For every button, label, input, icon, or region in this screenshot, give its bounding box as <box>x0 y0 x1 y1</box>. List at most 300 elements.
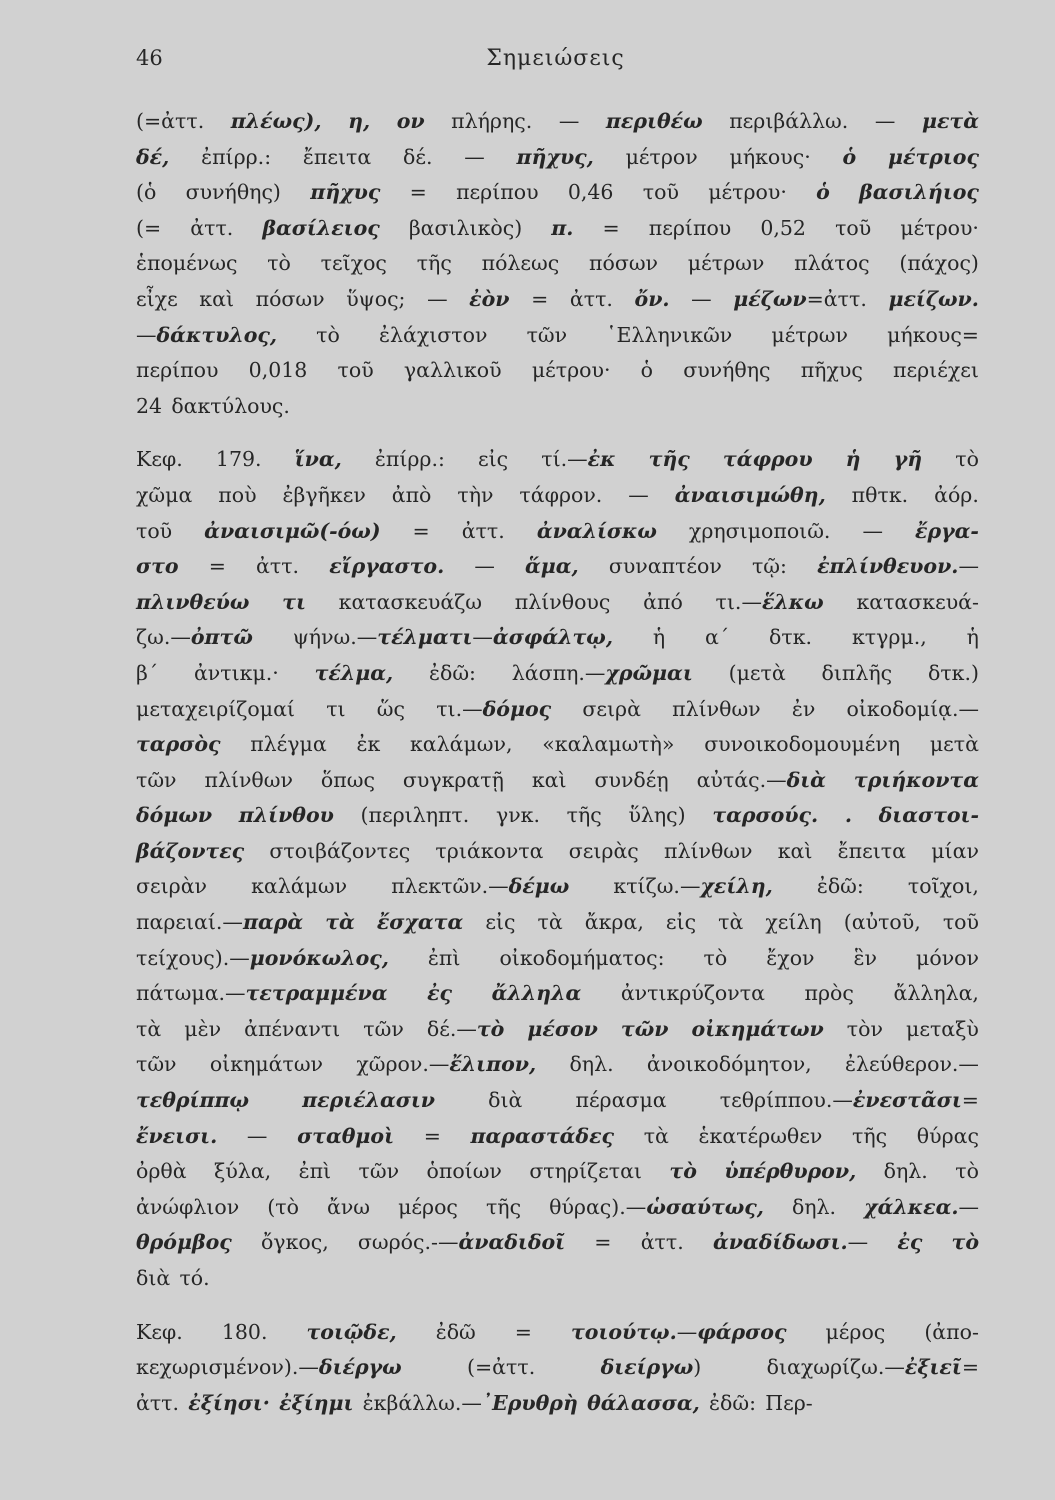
word: πέρασμα <box>575 1088 667 1113</box>
word: Περ- <box>765 1390 813 1415</box>
word: οἰκοδομήματος: <box>499 945 665 970</box>
word: βάζοντες <box>136 838 245 863</box>
word: τῆς <box>485 1194 522 1219</box>
word: ὅπως <box>320 767 375 792</box>
word: ἀναλίσκω <box>536 518 657 543</box>
word: πλίνθων <box>672 696 761 721</box>
text-line <box>136 246 979 282</box>
word: χῶμα <box>136 482 193 507</box>
word: (πάχος) <box>899 251 979 276</box>
word: ἡ <box>845 447 861 472</box>
running-title: Σημειώσεις <box>486 46 625 71</box>
word: μίαν <box>931 838 979 863</box>
word: ἀνοικοδόμητον, <box>646 1052 812 1077</box>
word: ὁ <box>842 144 857 169</box>
word: τῆς <box>416 251 452 276</box>
word: οἰκοδομίᾳ.— <box>846 696 979 721</box>
word: πόσων <box>255 286 325 311</box>
text-line <box>136 798 979 834</box>
word: ἵνα, <box>294 447 342 472</box>
word: ἄνω <box>327 1194 371 1219</box>
word: — <box>474 554 495 579</box>
word: ἔπειτα <box>302 144 372 169</box>
word: τῆς <box>852 1123 888 1148</box>
word: 0,018 <box>248 358 308 383</box>
word: σειρὰ <box>582 696 641 721</box>
word: τῆς <box>566 803 602 828</box>
word: τι.—ἕλκω <box>715 589 824 614</box>
word: τὸν <box>846 1016 883 1041</box>
word: βασιλήιος <box>859 180 979 205</box>
word: τῶν <box>363 1016 404 1041</box>
text-line <box>136 1012 979 1048</box>
word: = <box>594 1230 612 1255</box>
word: τὸ <box>955 447 979 472</box>
word: τάφρου <box>722 447 813 472</box>
word: περιθέω <box>605 109 703 133</box>
word: συνοικοδομουμένη <box>704 732 901 757</box>
word: πλίνθου <box>238 803 334 828</box>
word: πλίνθους <box>514 589 611 614</box>
word: 0,52 <box>760 215 806 240</box>
paragraph-gap <box>136 424 979 442</box>
word: μόνον <box>916 945 979 970</box>
text-line <box>136 514 979 550</box>
word: β΄ <box>136 660 159 685</box>
text-line <box>136 104 979 140</box>
word: ὕλης) <box>628 803 686 828</box>
text-line <box>136 318 979 354</box>
page-number: 46 <box>136 46 163 70</box>
word: γνκ. <box>495 803 541 828</box>
text-line <box>136 585 979 621</box>
word: ἀττ. <box>190 215 234 240</box>
word: = <box>423 1123 441 1148</box>
word: ὁποίων <box>426 1159 502 1184</box>
word: ἐλεύθερον.— <box>845 1052 979 1077</box>
word: συγκρατῇ <box>402 767 504 792</box>
word: τοῦ <box>136 518 173 543</box>
word: πῆχυς <box>800 358 863 383</box>
word: συνήθης) <box>185 180 281 205</box>
word: π. <box>551 215 574 240</box>
word: δηλ. <box>791 1194 837 1219</box>
word: (= <box>136 215 162 240</box>
word: τεθρίππῳ <box>136 1088 250 1113</box>
word: κατασκευάζω <box>338 589 483 614</box>
word: κτίζω.—χείλη, <box>613 874 773 899</box>
word: περίπου <box>136 358 219 383</box>
word: κατασκευά- <box>856 589 979 614</box>
text-line <box>136 941 979 977</box>
word: (=ἀττ. <box>136 109 205 133</box>
word: πλήρης. <box>451 109 533 133</box>
word: πλέγμα <box>250 732 327 757</box>
word: μήκους· <box>729 144 811 169</box>
word: ῾Ελληνικῶν <box>606 322 733 347</box>
word: α΄ <box>705 625 730 650</box>
word: ἐδῶ: <box>709 1390 757 1415</box>
word: ἐς <box>897 1230 923 1255</box>
word: συνήθης <box>683 358 771 383</box>
word: διπλῆς <box>821 660 893 685</box>
word: τὸ <box>703 945 728 970</box>
text-line <box>136 140 979 176</box>
text-line <box>136 834 979 870</box>
word: τό. <box>179 1266 210 1290</box>
word: εἰς <box>478 447 509 472</box>
text-line <box>136 175 979 211</box>
word: τὰ <box>136 1016 162 1041</box>
word: εἶχε <box>136 286 178 311</box>
note-paragraph <box>136 442 979 1296</box>
word: = <box>412 518 430 543</box>
word: μείζων. <box>888 286 979 311</box>
word: τί.—ἐκ <box>541 447 616 472</box>
word: ἐπλίνθευον.— <box>817 554 979 579</box>
word: ἐπίρρ.: <box>374 447 445 472</box>
word: = <box>208 554 226 579</box>
word: τὰ <box>537 910 563 935</box>
word: ἀττ. <box>136 1390 180 1415</box>
word: — <box>558 109 580 133</box>
word: τοῦ <box>942 910 979 935</box>
word: ἐκ <box>356 732 381 757</box>
word: τι <box>282 589 306 614</box>
word: ἔσχατα <box>376 910 464 935</box>
word: πλέως), <box>230 109 322 133</box>
paragraph-gap <box>136 1297 979 1315</box>
word: η, <box>348 109 371 133</box>
text-line <box>136 1261 979 1297</box>
word: δέ, <box>136 144 170 169</box>
text-line <box>136 1386 979 1422</box>
word: μετὰ <box>929 732 979 757</box>
word: τοῖχοι, <box>907 874 979 899</box>
word: ἀττ. <box>569 286 613 311</box>
word: ἡ <box>652 625 666 650</box>
word: πλίνθων <box>204 767 293 792</box>
word: τεῖχος <box>320 251 387 276</box>
word: τοιούτῳ.—φάρσος <box>570 1319 787 1344</box>
word: — <box>874 109 896 133</box>
word: τριάκοντα <box>435 838 544 863</box>
word: πλάτος <box>794 251 870 276</box>
word: τὴν <box>457 482 494 507</box>
word: καὶ <box>531 767 567 792</box>
word: τεθρίππου.—ἐνεστᾶσι= <box>719 1088 979 1113</box>
word: ἐξίησι· <box>188 1390 270 1415</box>
word: ἄκρα, <box>584 910 644 935</box>
word: (αὐτοῦ, <box>843 910 921 935</box>
text-line <box>136 656 979 692</box>
text-line <box>136 1350 979 1386</box>
word: διείργω) <box>600 1355 702 1380</box>
word: ζω.—ὀπτῶ <box>136 625 253 650</box>
word: τῶν <box>620 1016 669 1041</box>
word: = <box>602 215 620 240</box>
note-paragraph <box>136 104 979 424</box>
word: — <box>628 482 649 507</box>
word: στο <box>136 554 179 579</box>
word: βασιλικὸς) <box>408 215 523 240</box>
word: 0,46 <box>567 180 614 205</box>
word: τῶν <box>136 1052 177 1077</box>
word: μεταξὺ <box>906 1016 979 1041</box>
text-line <box>136 905 979 941</box>
word: ἀττ. <box>461 518 505 543</box>
word: δτκ.) <box>927 660 979 685</box>
text-line <box>136 1119 979 1155</box>
word: χρησιμοποιῶ. <box>688 518 831 543</box>
word: περιέλασιν <box>302 1088 436 1113</box>
word: εἰς <box>665 910 697 935</box>
word: τέλμα, <box>314 660 394 685</box>
word: Κεφ. <box>136 1319 183 1344</box>
word: παρειαί.—παρὰ <box>136 910 304 935</box>
word: = <box>514 1319 532 1344</box>
word: περίπου <box>648 215 732 240</box>
word: τὰ <box>643 1123 669 1148</box>
word: χείλη <box>765 910 822 935</box>
word: θάλασσα, <box>587 1390 700 1415</box>
word: ἑκατέρωθεν <box>698 1123 823 1148</box>
word: πόλεως <box>481 251 560 276</box>
text-line <box>136 282 979 318</box>
word: ἀττ. <box>256 554 300 579</box>
word: ἀπὸ <box>391 482 432 507</box>
word: στηρίζεται <box>529 1159 642 1184</box>
text-line <box>136 727 979 763</box>
word: — <box>246 1123 268 1148</box>
notes-body <box>136 104 979 1421</box>
word: ον <box>396 109 425 133</box>
text-line <box>136 1047 979 1083</box>
word: γῆ <box>893 447 923 472</box>
word: ἀπέναντι <box>244 1016 341 1041</box>
word: 180. <box>221 1319 268 1344</box>
word: σωρός.-—ἀναδιδοῖ <box>357 1230 566 1255</box>
word: ἔπειτα <box>837 838 906 863</box>
word: (=ἀττ. <box>467 1355 536 1380</box>
word: εἰς <box>485 910 516 935</box>
text-line <box>136 442 979 478</box>
word: μέζων=ἀττ. <box>733 286 867 311</box>
word: μέτρου· <box>531 358 611 383</box>
word: ἐκβάλλω.—᾿Ερυθρὴ <box>362 1390 578 1415</box>
word: ὥς <box>376 696 405 721</box>
word: — <box>464 144 485 169</box>
word: τοιῷδε, <box>306 1319 397 1344</box>
word: ἔργα- <box>914 518 979 543</box>
word: τῶν <box>358 1159 400 1184</box>
word: ἐν <box>791 696 816 721</box>
word: ἀνώφλιον <box>136 1194 240 1219</box>
word: ἐὸν <box>469 286 510 311</box>
word: ταρσούς. <box>712 803 819 828</box>
word: ἐδῶ: <box>429 660 476 685</box>
word: μέσον <box>527 1016 598 1041</box>
word: μὲν <box>184 1016 222 1041</box>
text-line <box>136 869 979 905</box>
word: οἰκημάτων <box>691 1016 824 1041</box>
word: πλεκτῶν.—δέμω <box>391 874 570 899</box>
word: ἑπομένως <box>136 251 238 276</box>
word: ὄγκος, <box>260 1230 329 1255</box>
word: σταθμοὶ <box>297 1123 395 1148</box>
word: τι <box>326 696 346 721</box>
word: βασίλειος <box>262 215 380 240</box>
word: = <box>409 180 427 205</box>
word: δηλ. <box>883 1159 928 1184</box>
word: τὸ <box>955 1159 979 1184</box>
word: οἰκημάτων <box>209 1052 324 1077</box>
word: τοῦ <box>835 215 872 240</box>
word: ἀναδίδωσι.— <box>712 1230 869 1255</box>
word: τῶν <box>136 767 177 792</box>
word: 179. <box>215 447 262 472</box>
word: περίπου <box>456 180 539 205</box>
word: σειρὰς <box>568 838 639 863</box>
word: τὰ <box>718 910 744 935</box>
word: ἐς <box>427 981 453 1006</box>
text-line <box>136 389 979 425</box>
word: δέ.—τὸ <box>426 1016 505 1041</box>
word: τοῦ <box>337 358 374 383</box>
word: ἅμα, <box>525 554 579 579</box>
word: (περιληπτ. <box>360 803 470 828</box>
word: δέ. <box>403 144 433 169</box>
word: ἄλληλα, <box>893 981 979 1006</box>
word: δηλ. <box>569 1052 614 1077</box>
word: μέτριος <box>887 144 979 169</box>
word: (ἀπο- <box>924 1319 979 1344</box>
word: διαστοι- <box>878 803 979 828</box>
word: παραστάδες <box>470 1123 615 1148</box>
word: —δάκτυλος, <box>136 322 277 347</box>
word: χάλκεα.— <box>864 1194 979 1219</box>
word: δτκ. <box>769 625 813 650</box>
word: μέτρον <box>625 144 698 169</box>
word: εἴργαστο. <box>329 554 445 579</box>
word: τὸ <box>669 1159 697 1184</box>
word: καὶ <box>199 286 234 311</box>
word: ἀντικμ.· <box>193 660 279 685</box>
word: τῷ: <box>751 554 787 579</box>
word: χῶρον.—ἔλιπον, <box>356 1052 537 1077</box>
word: ὕψος; <box>346 286 406 311</box>
word: μέτρων <box>771 322 848 347</box>
word: ἀττ. <box>640 1230 684 1255</box>
word: διαχωρίζω.—ἐξιεῖ= <box>766 1355 979 1380</box>
word: τῶν <box>526 322 568 347</box>
text-line <box>136 478 979 514</box>
word: θύρας).—ὡσαύτως, <box>549 1194 764 1219</box>
word: ἐπίρρ.: <box>201 144 272 169</box>
word: περιβάλλω. <box>729 109 849 133</box>
word: πῆχυς, <box>516 144 594 169</box>
word: σειρὰν <box>136 874 208 899</box>
page-header <box>136 46 975 78</box>
word: μέρος <box>398 1194 458 1219</box>
word: μεταχειρίζομαί <box>136 696 295 721</box>
note-paragraph <box>136 1315 979 1422</box>
word: μέτρου· <box>708 180 787 205</box>
word: ἐβγῆκεν <box>282 482 366 507</box>
word: γαλλικοῦ <box>403 358 502 383</box>
word: ἐλάχιστον <box>379 322 488 347</box>
word: τείχους).—μονόκωλος, <box>136 945 389 970</box>
word: ἔνεισι. <box>136 1123 218 1148</box>
word: στοιβάζοντες <box>269 838 411 863</box>
word: ἐδῶ: <box>816 874 864 899</box>
word: πθτκ. <box>851 482 909 507</box>
word: ἔχον <box>766 945 815 970</box>
word: — <box>862 518 883 543</box>
word: ἀντικρύζοντα <box>620 981 765 1006</box>
word: συνδέῃ <box>594 767 669 792</box>
word: τὸ <box>316 322 340 347</box>
word: ἡ <box>966 625 979 650</box>
word: τι.—δόμος <box>436 696 552 721</box>
word: «καλαμωτὴ» <box>542 732 675 757</box>
word: ὑπέρθυρον, <box>724 1159 857 1184</box>
word: ταρσὸς <box>136 732 221 757</box>
word: καλάμων <box>251 874 348 899</box>
word: θύρας <box>916 1123 979 1148</box>
word: μήκους= <box>887 322 979 347</box>
word: ἄλληλα <box>491 981 582 1006</box>
word: ποὺ <box>218 482 257 507</box>
word: μέτρου· <box>900 215 979 240</box>
word: τὸ <box>267 251 291 276</box>
text-line <box>136 1190 979 1226</box>
word: μέτρων <box>687 251 765 276</box>
word: ὄν. <box>634 286 670 311</box>
word: αὐτάς.—διὰ <box>696 767 826 792</box>
word: 24 <box>136 393 163 418</box>
text-line <box>136 620 979 656</box>
word: κτγρμ., <box>851 625 927 650</box>
word: ἀπό <box>643 589 683 614</box>
word: διὰ <box>136 1266 171 1290</box>
text-line <box>136 692 979 728</box>
word: ὁ <box>816 180 830 205</box>
text-line <box>136 549 979 585</box>
word: ἓν <box>853 945 877 970</box>
word: πλίνθων <box>664 838 753 863</box>
word: πάτωμα.—τετραμμένα <box>136 981 388 1006</box>
word: ἀναισιμώθη, <box>674 482 826 507</box>
word: . <box>844 803 852 828</box>
word: τάφρον. <box>519 482 603 507</box>
word: τὰ <box>325 910 355 935</box>
word: πρὸς <box>804 981 854 1006</box>
word: (ὁ <box>136 180 157 205</box>
word: ἐξίημι <box>279 1390 354 1415</box>
text-line <box>136 1225 979 1261</box>
word: ὁ <box>640 358 654 383</box>
word: ἀναισιμῶ(-όω) <box>204 518 381 543</box>
word: πλινθεύω <box>136 589 250 614</box>
text-line <box>136 211 979 247</box>
word: — <box>427 286 448 311</box>
word: κεχωρισμένον).—διέργω <box>136 1355 402 1380</box>
word: ἀόρ. <box>934 482 979 507</box>
word: ξύλα, <box>214 1159 272 1184</box>
word: μέρος <box>825 1319 886 1344</box>
word: — <box>691 286 712 311</box>
